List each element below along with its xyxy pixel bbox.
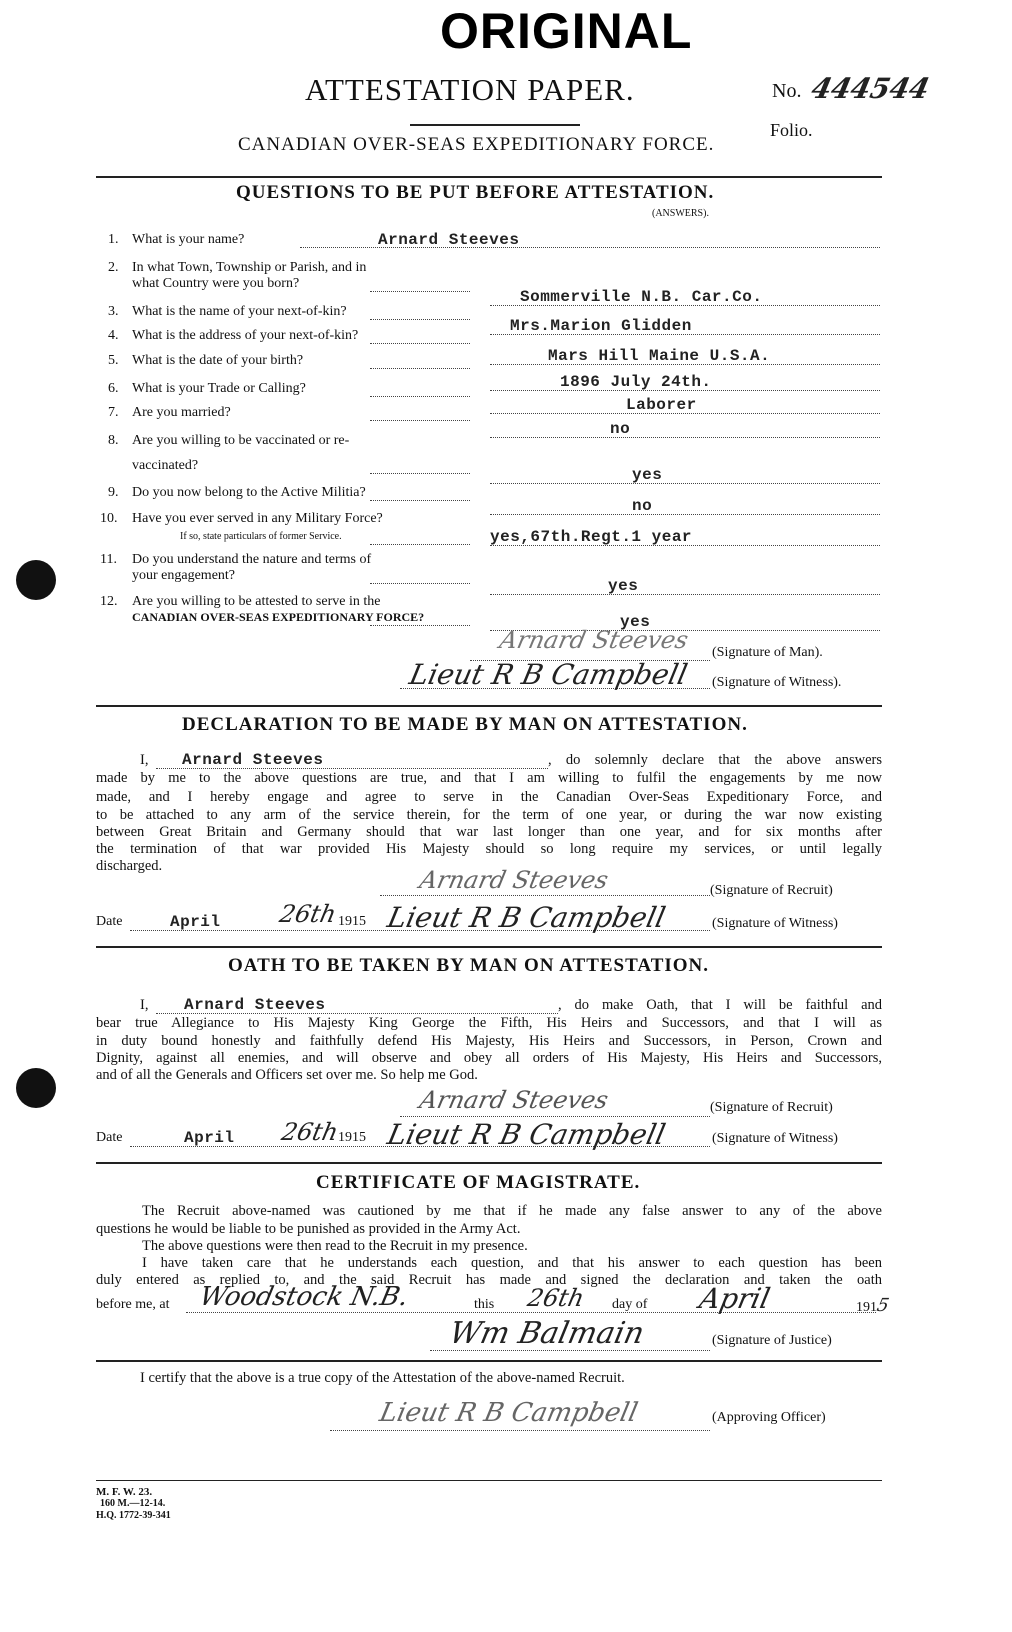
answer-line xyxy=(370,544,470,545)
paragraph-line: I have taken care that he understands each question, and that his answer to each question has been xyxy=(142,1255,882,1271)
certificate-heading: CERTIFICATE OF MAGISTRATE. xyxy=(316,1172,641,1193)
approving-officer-label: (Approving Officer) xyxy=(712,1410,826,1425)
question-number: 9. xyxy=(108,485,119,500)
place-line xyxy=(186,1312,876,1313)
answer-line xyxy=(370,291,470,292)
answer-value: no xyxy=(610,420,631,438)
certify-text: I certify that the above is a true copy of the Attestation of the above-named Recruit. xyxy=(140,1370,625,1386)
oath-name: Arnard Steeves xyxy=(184,996,326,1014)
answer-line xyxy=(370,319,470,320)
date-label: Date xyxy=(96,914,123,929)
paragraph-line: the termination of that war provided His Majesty should so long require my services, or until legally xyxy=(96,841,882,857)
oath-i: I, xyxy=(140,997,149,1013)
paragraph-line: bear true Allegiance to His Majesty King George the Fifth, His Heirs and Successors, and that I will as xyxy=(96,1015,882,1031)
declaration-date-year: 1915 xyxy=(338,914,366,929)
form-code-line: 160 M.—12-14. xyxy=(100,1498,166,1509)
question-number: 2. xyxy=(108,260,119,275)
question-text: CANADIAN OVER-SEAS EXPEDITIONARY FORCE? xyxy=(132,610,425,624)
question-number: 11. xyxy=(100,552,117,567)
declaration-i: I, xyxy=(140,752,149,768)
question-number: 10. xyxy=(100,511,118,526)
signature-of-approving-officer: Lieut R B Campbell xyxy=(376,1398,641,1428)
signature-of-witness: Lieut R B Campbell xyxy=(406,658,691,691)
certificate-year xyxy=(856,1295,891,1316)
question-number: 6. xyxy=(108,381,119,396)
oath-date-month: April xyxy=(184,1129,235,1147)
paragraph-line: made, and I hereby engage and agree to serve in the Canadian Over-Seas Expeditionary Force, and xyxy=(96,789,882,805)
number-label: No. xyxy=(772,80,802,102)
year-prefix: 191 xyxy=(856,1300,877,1315)
question-number: 3. xyxy=(108,304,119,319)
paragraph-line: , do make Oath, that I will be faithful and xyxy=(558,997,882,1013)
form-code-line: M. F. W. 23. xyxy=(96,1486,153,1498)
force-subtitle: CANADIAN OVER-SEAS EXPEDITIONARY FORCE. xyxy=(238,134,715,155)
paragraph-line: to be attached to any arm of the service therein, for the term of one year, or during the war now existing xyxy=(96,807,882,823)
answer-line xyxy=(490,483,880,484)
answer-value: Arnard Steeves xyxy=(378,231,520,249)
question-text: Do you now belong to the Active Militia? xyxy=(132,485,366,500)
paragraph-line: The Recruit above-named was cautioned by me that if he made any false answer to any of the above xyxy=(142,1203,882,1219)
paragraph-line: duly entered as replied to, and the said Recruit has made and signed the declaration and taken the oath xyxy=(96,1272,882,1288)
signature-of-witness-label: (Signature of Witness). xyxy=(712,675,842,690)
question-text: Are you married? xyxy=(132,405,231,420)
question-text: Are you willing to be vaccinated or re- xyxy=(132,433,350,448)
declaration-name: Arnard Steeves xyxy=(182,751,324,769)
certificate-day: 26th xyxy=(525,1284,587,1312)
signature-of-recruit-label: (Signature of Recruit) xyxy=(710,1100,833,1115)
before-me-label: before me, at xyxy=(96,1297,170,1312)
paragraph-line: made by me to the above questions are true, and that I am willing to fulfil the engagements by me now xyxy=(96,770,882,786)
paragraph-line: questions he would be liable to be punished as provided in the Army Act. xyxy=(96,1221,521,1237)
question-text: If so, state particulars of former Service. xyxy=(180,531,342,542)
punch-hole xyxy=(16,1068,56,1108)
questions-heading: QUESTIONS TO BE PUT BEFORE ATTESTATION. xyxy=(236,182,715,203)
paragraph-line: , do solemnly declare that the above answers xyxy=(548,752,882,768)
question-text: What is the date of your birth? xyxy=(132,353,304,368)
original-stamp: ORIGINAL xyxy=(440,3,693,59)
oath-date-day: 26th xyxy=(279,1118,341,1146)
divider xyxy=(96,1162,882,1164)
answer-line xyxy=(370,625,470,626)
question-text: In what Town, Township or Parish, and in xyxy=(132,260,367,275)
divider xyxy=(96,946,882,948)
form-number: 444544 xyxy=(808,72,933,105)
answer-value: Mars Hill Maine U.S.A. xyxy=(548,347,771,365)
answer-value: yes xyxy=(620,613,651,631)
signature-of-man-label: (Signature of Man). xyxy=(712,645,823,660)
answer-line xyxy=(370,473,470,474)
certificate-place: Woodstock N.B. xyxy=(196,1282,411,1312)
oath-heading: OATH TO BE TAKEN BY MAN ON ATTESTATION. xyxy=(228,955,710,976)
signature-of-witness-label: (Signature of Witness) xyxy=(712,916,838,931)
signature-of-justice-label: (Signature of Justice) xyxy=(712,1333,832,1348)
question-text: Do you understand the nature and terms of xyxy=(132,552,372,567)
question-number: 1. xyxy=(108,232,119,247)
paragraph-line: and of all the Generals and Officers set over me. So help me God. xyxy=(96,1067,478,1083)
question-number: 12. xyxy=(100,594,118,609)
question-text: Have you ever served in any Military Force? xyxy=(132,511,383,526)
question-text: what Country were you born? xyxy=(132,276,300,291)
answer-line xyxy=(370,420,470,421)
divider xyxy=(96,1360,882,1362)
question-text: What is the address of your next-of-kin? xyxy=(132,328,359,343)
answer-line xyxy=(490,594,880,595)
answer-value: Laborer xyxy=(626,396,697,414)
oath-signature-recruit: Arnard Steeves xyxy=(417,1086,611,1114)
question-text: What is your Trade or Calling? xyxy=(132,381,306,396)
punch-hole xyxy=(16,560,56,600)
question-number: 7. xyxy=(108,405,119,420)
answer-value: yes xyxy=(608,577,639,595)
form-code-line: H.Q. 1772-39-341 xyxy=(96,1510,171,1521)
signature-of-recruit-label: (Signature of Recruit) xyxy=(710,883,833,898)
paragraph-line: discharged. xyxy=(96,858,163,874)
paragraph-line: The above questions were then read to the Recruit in my presence. xyxy=(142,1238,528,1254)
date-label: Date xyxy=(96,1130,123,1145)
answer-value: 1896 July 24th. xyxy=(560,373,712,391)
answer-line xyxy=(490,514,880,515)
divider xyxy=(96,705,882,707)
declaration-date-day: 26th xyxy=(277,900,339,928)
question-text: vaccinated? xyxy=(132,458,199,473)
question-text: What is the name of your next-of-kin? xyxy=(132,304,347,319)
question-number: 8. xyxy=(108,433,119,448)
declaration-date-month: April xyxy=(170,913,221,931)
signature-of-man: Arnard Steeves xyxy=(497,626,691,654)
folio-label: Folio. xyxy=(770,120,813,140)
form-code xyxy=(96,1486,171,1522)
question-number: 4. xyxy=(108,328,119,343)
divider xyxy=(96,176,882,178)
day-of-label: day of xyxy=(612,1297,648,1312)
answer-line xyxy=(370,500,470,501)
question-text: Are you willing to be attested to serve in the xyxy=(132,594,381,609)
this-label: this xyxy=(474,1297,495,1312)
answer-value: yes xyxy=(632,466,663,484)
question-text: your engagement? xyxy=(132,568,236,583)
answer-line xyxy=(370,396,470,397)
page-title: ATTESTATION PAPER. xyxy=(305,72,635,107)
answer-value: Mrs.Marion Glidden xyxy=(510,317,692,335)
answer-line xyxy=(490,437,880,438)
declaration-heading: DECLARATION TO BE MADE BY MAN ON ATTESTATION. xyxy=(182,714,748,735)
certificate-month: April xyxy=(696,1282,774,1315)
divider xyxy=(96,1480,882,1481)
signature-line xyxy=(400,1116,710,1117)
year-hand: 5 xyxy=(874,1295,891,1316)
question-text: What is your name? xyxy=(132,232,245,247)
paragraph-line: in duty bound honestly and faithfully defend His Majesty, His Heirs and Successors, in Person, Crown and xyxy=(96,1033,882,1049)
signature-of-justice: Wm Balmain xyxy=(446,1316,648,1351)
answer-line xyxy=(370,368,470,369)
answer-value: no xyxy=(632,497,653,515)
signature-line xyxy=(380,895,710,896)
signature-line xyxy=(330,1430,710,1431)
oath-date-year: 1915 xyxy=(338,1130,366,1145)
answer-value: Sommerville N.B. Car.Co. xyxy=(520,288,763,306)
declaration-signature-witness: Lieut R B Campbell xyxy=(384,901,669,934)
signature-of-witness-label: (Signature of Witness) xyxy=(712,1131,838,1146)
answers-label: (ANSWERS). xyxy=(652,208,709,219)
oath-signature-witness: Lieut R B Campbell xyxy=(384,1118,669,1151)
divider xyxy=(410,124,580,126)
paragraph-line: Dignity, against all enemies, and will observe and obey all orders of His Majesty, His Heirs and Successors, xyxy=(96,1050,882,1066)
answer-value: yes,67th.Regt.1 year xyxy=(490,528,693,546)
declaration-signature-recruit: Arnard Steeves xyxy=(417,866,611,894)
answer-line xyxy=(370,343,470,344)
answer-line xyxy=(370,583,470,584)
paragraph-line: between Great Britain and Germany should that war last longer than one year, and for six months after xyxy=(96,824,882,840)
question-number: 5. xyxy=(108,353,119,368)
